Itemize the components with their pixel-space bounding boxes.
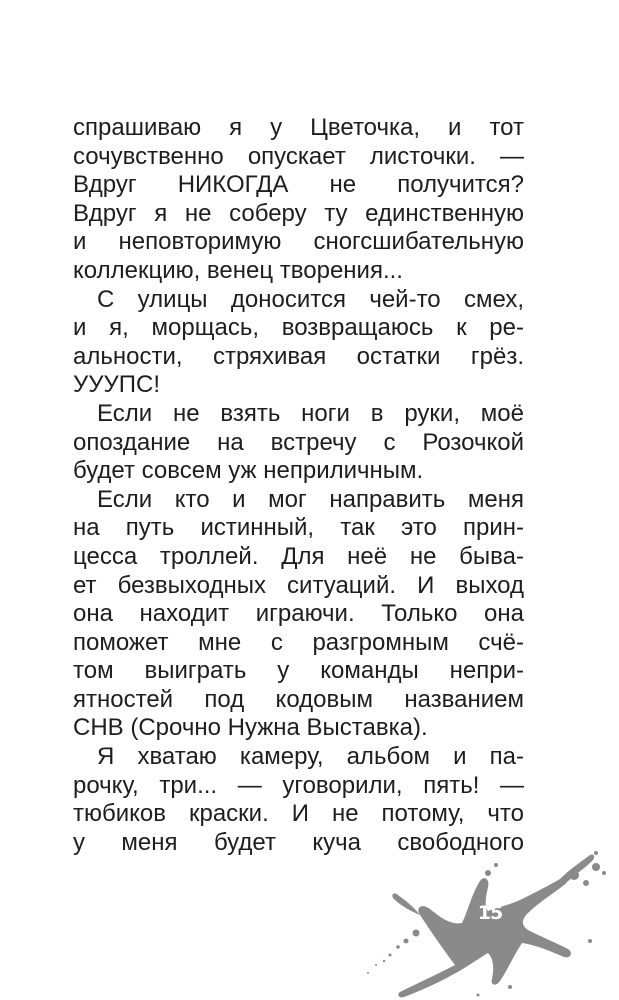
page-number: 15 (477, 902, 503, 924)
text-line: СНВ (Срочно Нужна Выставка). (73, 714, 428, 742)
text-line: Если не взять ноги в руки, моё (97, 399, 524, 427)
text-line: поможет мне с разгромным счё- (73, 628, 524, 656)
text-line: том выиграть у команды непри- (73, 657, 524, 685)
text-line: Если кто и мог направить меня (97, 485, 524, 513)
text-line: опоздание на встречу с Розочкой (73, 428, 524, 456)
text-line: будет совсем уж неприличным. (73, 457, 424, 485)
text-line: цесса троллей. Для неё не быва- (73, 542, 524, 570)
text-line: Я хватаю камеру, альбом и па- (97, 743, 524, 771)
text-line: у меня будет куча свободного (73, 828, 524, 856)
text-line: она находит играючи. Только она (73, 600, 524, 628)
text-line: Вдруг я не соберу ту единственную (73, 199, 524, 227)
text-line: альности, стряхивая остатки грёз. (73, 342, 524, 370)
text-line: на путь истинный, так это прин- (73, 514, 524, 542)
text-line: Вдруг НИКОГДА не получится? (73, 171, 524, 199)
text-line: тюбиков краски. И не потому, что (73, 800, 524, 828)
text-line: спрашиваю я у Цветочка, и тот (73, 114, 524, 141)
text-line: коллекцию, венец творения... (73, 256, 403, 284)
text-line: С улицы доносится чей-то смех, (97, 285, 524, 313)
text-line: сочувственно опускает листочки. — (73, 142, 524, 170)
text-line: рочку, три... — уговорили, пять! — (73, 771, 524, 799)
text-line: и я, морщась, возвращаюсь к ре- (73, 314, 524, 342)
text-line: УУУПС! (73, 371, 160, 399)
text-line: ятностей под кодовым названием (73, 685, 524, 713)
body-text (73, 114, 524, 857)
text-line: ет безвыходных ситуаций. И выход (73, 571, 524, 599)
text-line: и неповторимую сногсшибательную (73, 228, 524, 256)
